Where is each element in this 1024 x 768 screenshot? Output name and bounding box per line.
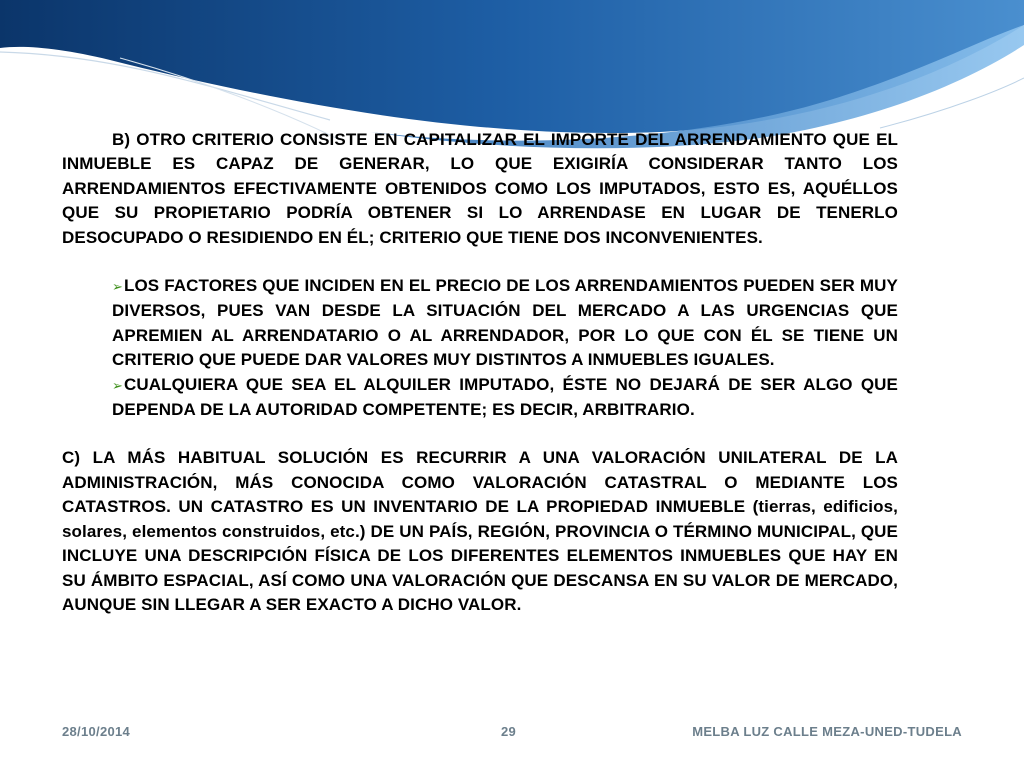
bullet-text: CUALQUIERA QUE SEA EL ALQUILER IMPUTADO, ÉSTE NO DEJARÁ DE SER ALGO QUE DEPENDA DE LA AUTORIDAD COMPETENTE; ES DECIR, ARBITRARIO. bbox=[112, 374, 898, 420]
footer-page-number: 29 bbox=[501, 724, 517, 739]
arrow-bullet-icon: ➢ bbox=[112, 377, 123, 393]
bullet-text: LOS FACTORES QUE INCIDEN EN EL PRECIO DE LOS ARRENDAMIENTOS PUEDEN SER MUY DIVERSOS, PUES VAN DESDE LA SITUACIÓN DEL MERCADO A LAS URGENCIAS QUE APREMIEN AL ARRENDATARIO O AL ARRENDADOR, POR LO QUE CON ÉL SE TIENE UN CRITERIO QUE PUEDE DAR VALORES MUY DISTINTOS A INMUEBLES IGUALES. bbox=[112, 276, 898, 370]
footer-author: MELBA LUZ CALLE MEZA-UNED-TUDELA bbox=[692, 724, 962, 739]
bullet-item bbox=[112, 274, 898, 373]
slide-body bbox=[62, 128, 898, 617]
paragraph-b: B) OTRO CRITERIO CONSISTE EN CAPITALIZAR EL IMPORTE DEL ARRENDAMIENTO QUE EL INMUEBLE ES CAPAZ DE GENERAR, LO QUE EXIGIRÍA CONSIDERAR TANTO LOS ARRENDAMIENTOS EFECTIVAMENTE OBTENIDOS COMO LOS IMPUTADOS, ESTO ES, AQUÉLLOS QUE SU PROPIETARIO PODRÍA OBTENER SI LO ARRENDASE EN LUGAR DE TENERLO DESOCUPADO O RESIDIENDO EN ÉL; CRITERIO QUE TIENE DOS INCONVENIENTES. bbox=[62, 130, 898, 247]
arrow-bullet-icon: ➢ bbox=[112, 279, 123, 295]
paragraph-c: C) LA MÁS HABITUAL SOLUCIÓN ES RECURRIR A UNA VALORACIÓN UNILATERAL DE LA ADMINISTRACIÓN, MÁS CONOCIDA COMO VALORACIÓN CATASTRAL O MEDIANTE LOS CATASTROS. UN CATASTRO ES UN INVENTARIO DE LA PROPIEDAD INMUEBLE (tierras, edificios, solares, elementos construidos, etc.) DE UN PAÍS, REGIÓN, PROVINCIA O TÉRMINO MUNICIPAL, QUE INCLUYE UNA DESCRIPCIÓN FÍSICA DE LOS DIFERENTES ELEMENTOS INMUEBLES QUE HAY EN SU ÁMBITO ESPACIAL, ASÍ COMO UNA VALORACIÓN QUE DESCANSA EN SU VALOR DE MERCADO, AUNQUE SIN LLEGAR A SER EXACTO A DICHO VALOR. bbox=[62, 448, 898, 614]
footer-date: 28/10/2014 bbox=[62, 724, 131, 739]
bullet-list bbox=[62, 274, 898, 422]
bullet-item bbox=[112, 373, 898, 423]
